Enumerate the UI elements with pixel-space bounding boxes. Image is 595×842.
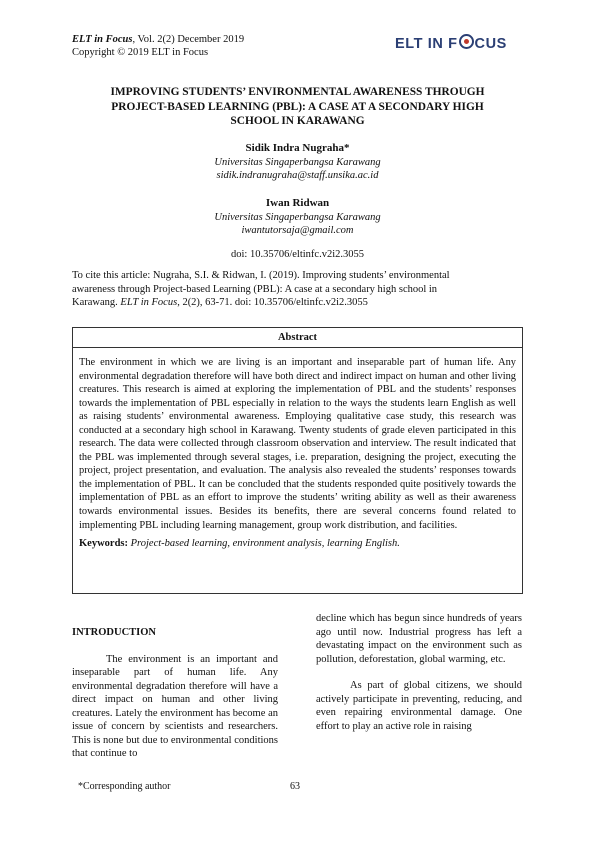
keywords-label: Keywords: — [79, 538, 128, 550]
body-paragraph: decline which has begun since hundreds of years ago until now. Industrial progress has left a devastating impact on the environment such as pollution, deforestation, global warming, etc. — [316, 613, 522, 665]
title-line: PROJECT-BASED LEARNING (PBL): A CASE AT A SECONDARY HIGH — [111, 100, 484, 113]
keywords — [79, 538, 516, 549]
citation-line-last — [72, 296, 523, 310]
author-block-2 — [72, 197, 523, 238]
keywords-list: Project-based learning, environment analysis, learning English. — [128, 538, 400, 550]
title-line: IMPROVING STUDENTS’ ENVIRONMENTAL AWARENESS THROUGH — [110, 86, 485, 98]
author-name: Sidik Indra Nugraha* — [245, 142, 350, 154]
copyright-line: Copyright © 2019 ELT in Focus — [72, 47, 209, 58]
logo-o-icon — [459, 34, 474, 49]
author-affiliation: Universitas Singaperbangsa Karawang — [214, 211, 381, 223]
citation-line: To cite this article: Nugraha, S.I. & Ridwan, I. (2019). Improving students’ environmental — [72, 270, 450, 281]
running-header — [72, 33, 244, 59]
page-number: 63 — [290, 781, 300, 792]
author-email: iwantutorsaja@gmail.com — [241, 225, 354, 236]
citation-text: Karawang. — [72, 297, 121, 309]
citation-journal: ELT in Focus — [120, 297, 178, 309]
citation-line: awareness through Project-based Learning (PBL): A case at a secondary high school in — [72, 283, 438, 295]
logo-text-right: CUS — [474, 36, 507, 52]
abstract-text: The environment in which we are living is an important and inseparable part of human life. Any environmental degradation therefore will have both direct and indirect impact on human and other living creatures. This research is aimed at exploring the implementation of PBL and the students’ responses towards the implementation of PBL especially in relation to the ways the students learn English as well as raising students’ environmental awareness. Employing qualitative case study, this research was conducted at a secondary high school in Karawang. Twenty students of grade eleven participated in this research. The data were collected through classroom observation and interview. The result indicated that the PBL was implemented through several stages, i.e. preparation, designing the project, executing the project, project presentation, and evaluation. The analysis also revealed the students’ responses towards the implementation of PBL. It can be concluded that the students responded quite positively towards the implementation of PBL as an effort to improve the students’ writing ability as well as their awareness towards environmental issues. Besides its benefits, there are several concerns found related to implementing PBL including learning management, group work distribution, and facilities. — [79, 357, 516, 531]
title-line: SCHOOL IN KARAWANG — [230, 115, 365, 127]
author-name: Iwan Ridwan — [265, 197, 330, 209]
author-affiliation: Universitas Singaperbangsa Karawang — [214, 156, 381, 168]
abstract-box — [72, 327, 523, 594]
right-column — [316, 612, 522, 733]
journal-logo — [395, 34, 507, 52]
journal-volume: , Vol. 2(2) December 2019 — [132, 34, 245, 45]
journal-name: ELT in Focus — [72, 34, 133, 45]
author-email: sidik.indranugraha@staff.unsika.ac.id — [216, 170, 379, 181]
corresponding-author-note: *Corresponding author — [78, 781, 171, 792]
author-block-1 — [72, 142, 523, 183]
body-paragraph: The environment is an important and inseparable part of human life. Any environmental degradation therefore will have a direct impact on human and other living creatures. Lately the environment has become an issue of concern by scientists and researchers. This is none but due to environmental conditions that continue to — [72, 653, 278, 760]
abstract-heading: Abstract — [73, 328, 522, 348]
logo-text-left: ELT IN F — [395, 36, 458, 52]
section-heading: INTRODUCTION — [72, 627, 157, 638]
body-paragraph: As part of global citizens, we should actively participate in preventing, reducing, and even repairing environmental damage. One effort to play an active role in raising — [316, 680, 522, 732]
citation-block — [72, 269, 523, 310]
left-column — [72, 626, 278, 761]
paper-title — [80, 85, 515, 129]
paper-doi: doi: 10.35706/eltinfc.v2i2.3055 — [231, 249, 364, 260]
citation-doi: , 2(2), 63-71. doi: 10.35706/eltinfc.v2i2.3055 — [177, 297, 368, 309]
